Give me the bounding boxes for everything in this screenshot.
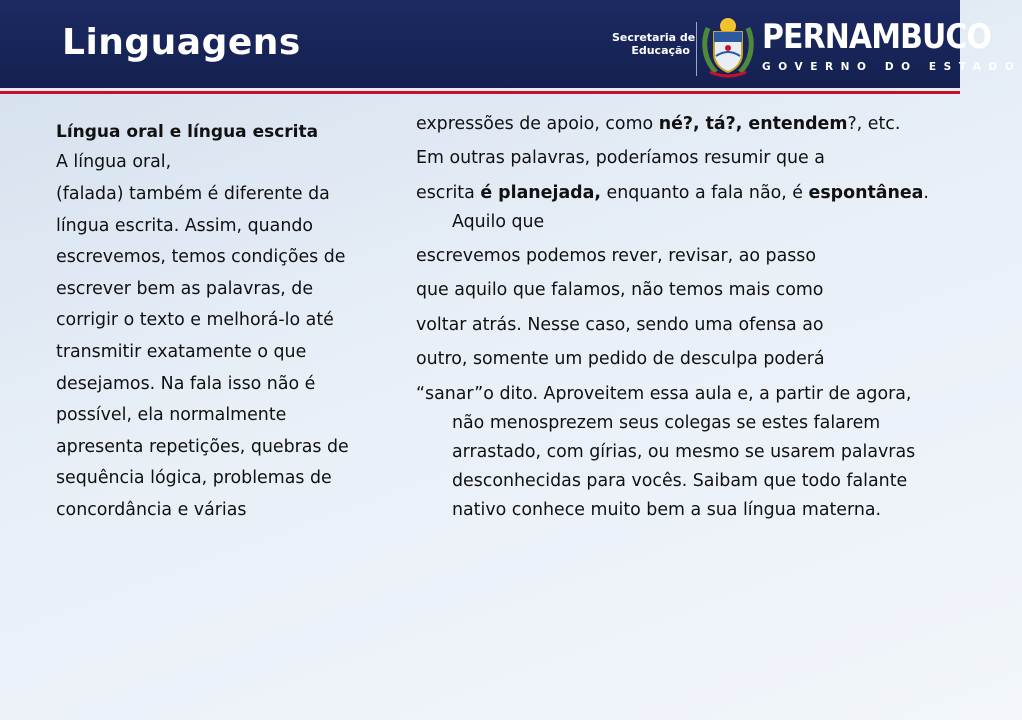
pernambuco-coat-of-arms-icon — [700, 14, 756, 80]
text-run: expressões de apoio, como — [416, 114, 659, 134]
left-line-1: A língua oral, — [56, 151, 172, 172]
right-paragraph-7: outro, somente um pedido de desculpa poderá — [416, 349, 825, 369]
bold-run: é planejada, — [480, 182, 601, 203]
logo-divider — [696, 22, 697, 76]
right-paragraph-1 — [416, 110, 936, 139]
department-line-2: Educação — [631, 44, 690, 57]
slide-title: Linguagens — [62, 22, 301, 63]
right-paragraph-6: voltar atrás. Nesse caso, sendo uma ofensa ao — [416, 314, 824, 335]
bold-run: né?, tá?, — [658, 114, 743, 134]
header-band — [0, 0, 1022, 93]
right-paragraph-3 — [416, 179, 936, 237]
department-label — [612, 31, 696, 57]
text-run: escrita — [416, 182, 481, 203]
right-paragraph-5: que aquilo que falamos, não temos mais como — [416, 280, 824, 300]
text-run: enquanto a fala não, é — [600, 182, 809, 203]
bold-run: espontânea — [808, 182, 924, 203]
text-run: ?, etc. — [847, 114, 901, 134]
department-line-1: Secretaria de — [612, 31, 696, 44]
right-paragraph-4: escrevemos podemos rever, revisar, ao passo — [416, 245, 816, 266]
left-text-column — [56, 118, 356, 527]
brand-subtitle: GOVERNO DO ESTADO — [762, 61, 1022, 73]
right-paragraph-8: “sanar”o dito. Aproveitem essa aula e, a partir de agora, não menosprezem seus colegas se estes falarem arrastado, com gírias, ou mesmo se usarem palavras desconhecidas para vocês. Saibam que todo falante nativo conhece muito bem a sua língua materna. — [416, 383, 916, 520]
brand-name: PERNAMBUCO — [762, 17, 992, 57]
right-paragraph-2: Em outras palavras, poderíamos resumir que a — [416, 148, 825, 168]
section-heading: Língua oral e língua escrita — [56, 122, 319, 142]
bold-run: entendem — [742, 114, 848, 134]
brand-logo — [762, 18, 1022, 73]
text-run: . Aquilo que — [452, 182, 929, 232]
right-text-column — [416, 110, 936, 525]
header-stripe-red — [0, 91, 960, 94]
left-paragraph: (falada) também é diferente da língua escrita. Assim, quando escrevemos, temos condições de escrever bem as palavras, de corrigir o texto e melhorá-lo até transmitir exatamente o que desejamos. Na fala isso não é possível, ela normalmente apresenta repetições, quebras de sequência lógica, problemas de concordância e várias — [56, 184, 349, 520]
